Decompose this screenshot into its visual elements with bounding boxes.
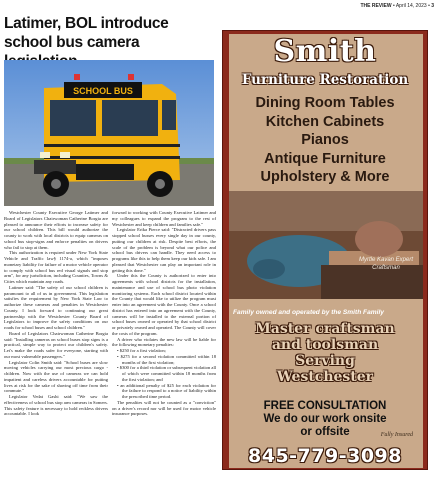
article-paragraph: This authorization is required under New York State Vehicle and Traffic law§ 1174-a, which "imposes monetary liability for failure of a motor vehicle operator to comply with school bus red visual signals and stop arm", for any jurisdiction, including Counties, Towns & Cities which maintain any roads. [4, 250, 108, 284]
folio-brand: THE REVIEW [360, 3, 392, 9]
ad-services [223, 94, 427, 187]
craft-line: and toolsman [271, 337, 379, 353]
craftsman-caption: Myrtle Kavan Expert Craftsman [358, 257, 414, 271]
article-paragraph: Westchester County Executive George Latimer and Board of Legislators Chairwoman Catherine Borgia are pleased to announce their efforts to increase safety for our school children. This bill would authorize the county to work with local districts to equip cameras on school bus stop-signs and enforce penalties on drivers who fail to stop at them. [4, 210, 108, 250]
article-paragraph: Under this the County is authorized to enter into agreements with school districts for the installation, maintenance and use of school bus photo violation monitoring systems. Each school district located within the County that would like to utilize the program must enter into an agreement with the County. Once a school district has entered into an agreement with the County, cameras will be installed to the external portion of school buses owned or operated by that school district or privately owned and operated. The County will cover the costs of the program. [112, 273, 216, 336]
article-paragraph: Legislator Vedat Gashi said: "We saw the effectiveness of school bus stop arm cameras in Somers. This safety feature is necessary to hold reckless drivers accountable. I look [4, 394, 108, 417]
article-paragraph: A driver who violates the new law will be liable for the following monetary penalties: [112, 336, 216, 348]
consult-line: FREE CONSULTATION [263, 400, 387, 412]
service-item: Dining Room Tables [255, 95, 395, 111]
penalty-item: • $300 for a third violation or subsequent violation all of which were committed within 18 months from the first violation; and [117, 365, 216, 382]
school-bus-photo [4, 60, 214, 206]
service-item: Pianos [301, 132, 349, 148]
phone-number[interactable]: 845-779-3098 [248, 445, 402, 467]
consult-line: or offsite [300, 426, 350, 438]
article-paragraph: forward to working with County Executive Latimer and my colleagues to expand the program to the rest of Westchester and keep children and families safe." [112, 210, 216, 227]
article-headline: Latimer, BOL introduce school bus camera [4, 15, 169, 51]
consult-line: We do our work onsite [263, 413, 387, 425]
insured-note: Fully Insured [380, 432, 413, 438]
craftsman-block [223, 321, 427, 385]
bus-sign: SCHOOL BUS [73, 86, 133, 96]
service-item: Upholstery & More [260, 169, 390, 185]
penalty-item: • $275 for a second violation committed within 18 months of the first violation; [117, 353, 216, 365]
craft-line: Serving [295, 353, 355, 369]
smith-furniture-ad[interactable] [222, 30, 428, 470]
craftsman-photo [229, 191, 423, 299]
penalty-item: • an additional penalty of $25 for each violation for the failure to respond to a notice of liability within the prescribed time period. [117, 382, 216, 399]
service-item: Kitchen Cabinets [265, 113, 385, 130]
article-paragraph: Legislator Colin Smith said: "School buses are slow moving vehicles carrying our most precious cargo - children. Now with the use of cameras we can hold impatient and careless drivers accountable for putting lives at risk for the sake of shaving off time from their commute." [4, 359, 108, 394]
article-paragraph: The penalties will not be counted as a "conviction" on a driver's record nor will be used for motor vehicle insurance purposes. [112, 399, 216, 417]
ad-tagline: Furniture Restoration [241, 72, 409, 88]
ad-brand-name: Smith [273, 34, 377, 69]
article-column-2 [112, 210, 216, 417]
article-column-1 [4, 210, 108, 417]
penalty-item: • $250 for a first violation; [117, 348, 166, 353]
craft-line: Master craftsman [255, 321, 395, 337]
article-paragraph: Latimer said: "The safety of our school children is paramount to all of us in government. This legislation satisfies the requirement by New York State Law to authorize these cameras and penalties in Westchester County. I look forward to continuing our great partnership with the Westchester County Board of Legislators to improve the safety conditions on our roads for school buses and school children." [4, 284, 108, 330]
article-paragraph: Legislator Erika Pierce said: "Distracted drivers pass stopped school busses every single day in our county, putting our children at risk. Despite best efforts, the scale of the problem is beyond what our police and school bus drivers can handle. They need access to programs like this to help them keep our kids safe. I am pleased that Westchester can play an important role in getting this done." [112, 227, 216, 273]
folio-page: 3 [431, 3, 434, 9]
page-folio: THE REVIEW • April 14, 2023 • 3 [360, 3, 434, 9]
school-bus-illustration [4, 60, 214, 206]
service-item: Antique Furniture [264, 150, 386, 167]
family-owned-line: Family owned and operated by the Smith Family [233, 309, 384, 316]
article-paragraph: Board of Legislators Chairwoman Catherine Borgia said: "Installing cameras on school buses stop signs is a practical, simple way to protect our children's safety. Let's make the roads safer for everyone, starting with our most vulnerable passengers." [4, 330, 108, 359]
craft-line: Westchester [276, 369, 374, 385]
folio-date: April 14, 2023 [395, 3, 427, 9]
